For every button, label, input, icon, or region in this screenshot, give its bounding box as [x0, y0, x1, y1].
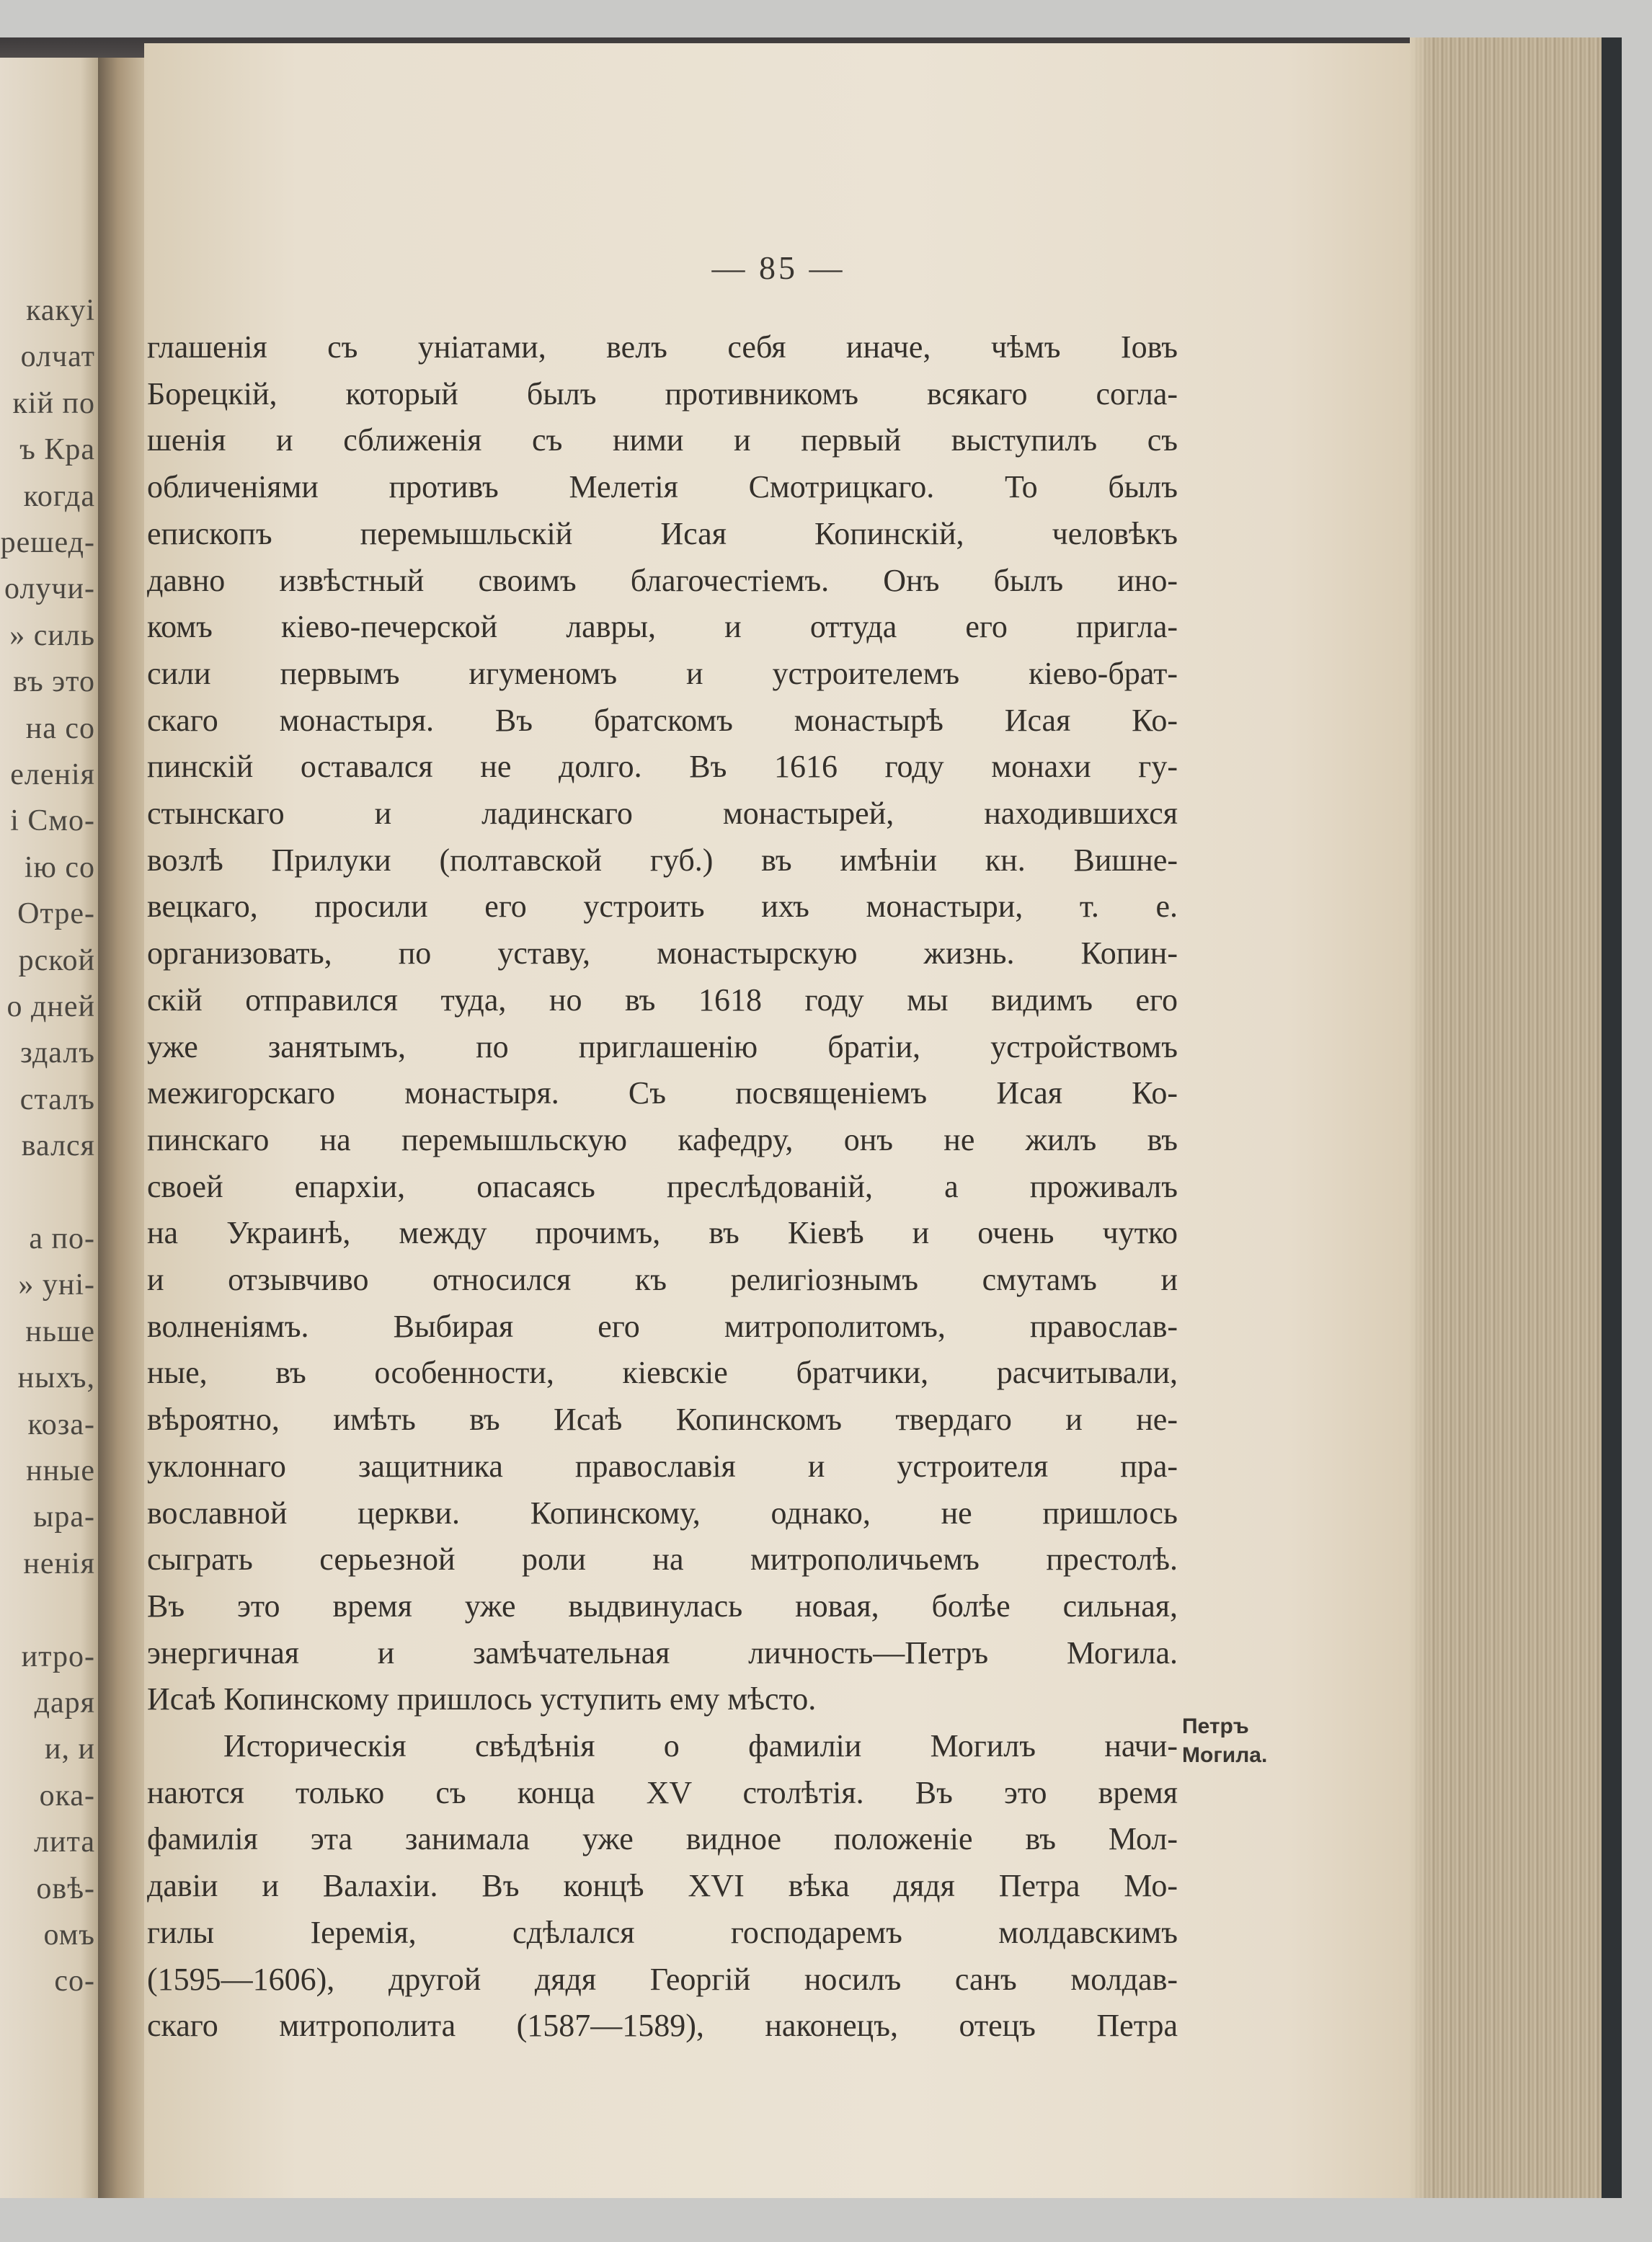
body-line: вославной церкви. Копинскому, однако, не пришлось: [147, 1495, 1178, 1531]
body-line: епископъ перемышльскій Исая Копинскій, человѣкъ: [147, 515, 1178, 551]
left-page-fragment: ъ Кра: [19, 433, 95, 467]
body-line: энергичная и замѣчательная личность—Петръ Могила.: [147, 1634, 1178, 1671]
body-line: Въ это время уже выдвинулась новая, болѣе сильная,: [147, 1588, 1178, 1624]
left-page-fragment: нные: [26, 1454, 95, 1487]
left-page-fragment: ныхъ,: [17, 1361, 95, 1395]
left-page-fragment: Отре-: [17, 897, 95, 931]
left-page-fragment: рской: [18, 943, 95, 977]
body-line: уклоннаго защитника православія и устроителя пра-: [147, 1448, 1178, 1484]
left-page-fragment: овѣ-: [36, 1872, 95, 1905]
left-page-fragment: ыра-: [33, 1500, 95, 1534]
left-page-fragment: со-: [54, 1965, 95, 1998]
body-line: скаго митрополита (1587—1589), наконецъ, отецъ Петра: [147, 2008, 1178, 2044]
left-page-fragment: ньше: [25, 1314, 95, 1348]
body-line: Исаѣ Копинскому пришлось уступить ему мѣсто.: [147, 1681, 817, 1717]
left-page-fragment: когда: [23, 479, 95, 513]
left-page-fragment: омъ: [43, 1918, 95, 1952]
marginal-note-line1: Петръ: [1182, 1714, 1249, 1738]
body-line: давно извѣстный своимъ благочестіемъ. Онъ былъ ино-: [147, 562, 1178, 598]
body-line: на Украинѣ, между прочимъ, въ Кіевѣ и очень чутко: [147, 1215, 1178, 1251]
body-line: обличеніями противъ Мелетія Смотрицкаго. То былъ: [147, 469, 1178, 505]
body-line: фамилія эта занимала уже видное положеніе въ Мол-: [147, 1821, 1178, 1857]
body-line: скій отправился туда, но въ 1618 году мы видимъ его: [147, 982, 1178, 1018]
body-line: организовать, по уставу, монастырскую жизнь. Копин-: [147, 935, 1178, 971]
body-line: пинскаго на перемышльскую кафедру, онъ не жилъ въ: [147, 1121, 1178, 1157]
page-edges: [1410, 37, 1603, 2199]
left-page-fragment: ію со: [24, 850, 95, 884]
right-edge-shadow: [1602, 37, 1622, 2199]
body-line: уже занятымъ, по приглашенію братіи, устройствомъ: [147, 1028, 1178, 1064]
marginal-note: [1182, 1712, 1312, 1770]
body-line: вѣроятно, имѣть въ Исаѣ Копинскомъ твердаго и не-: [147, 1402, 1178, 1438]
body-line: комъ кіево-печерской лавры, и оттуда его пригла-: [147, 609, 1178, 645]
left-page-fragment: коза-: [27, 1407, 95, 1441]
body-line: сыграть серьезной роли на митрополичьемъ престолѣ.: [147, 1542, 1178, 1578]
page-number: — 85 —: [711, 249, 845, 286]
body-line: межигорскаго монастыря. Съ посвященіемъ Исая Ко-: [147, 1075, 1178, 1111]
body-line: (1595—1606), другой дядя Георгій носилъ санъ молдав-: [147, 1961, 1178, 1997]
left-page-fragment: вался: [21, 1129, 95, 1163]
body-line: наются только съ конца XV столѣтія. Въ это время: [147, 1774, 1178, 1810]
left-page-fragment: ока-: [39, 1779, 95, 1812]
left-page-fragment: ненія: [23, 1547, 95, 1580]
body-line: ные, въ особенности, кіевскіе братчики, расчитывали,: [147, 1355, 1178, 1391]
body-line: шенія и сближенія съ ними и первый выступилъ съ: [147, 422, 1178, 458]
left-page-fragment: решед-: [0, 526, 95, 559]
left-page-fragment: лита: [34, 1825, 95, 1859]
left-page-fragment: и, и: [45, 1732, 95, 1766]
body-line: гилы Іеремія, сдѣлался господаремъ молдавскимъ: [147, 1914, 1178, 1950]
left-page-fragment: итро-: [21, 1640, 95, 1673]
left-page-fragment: олучи-: [4, 572, 95, 606]
body-line: вецкаго, просили его устроить ихъ монастыри, т. е.: [147, 889, 1178, 925]
body-line: скаго монастыря. Въ братскомъ монастырѣ Исая Ко-: [147, 702, 1178, 738]
body-line: давіи и Валахіи. Въ концѣ XVI вѣка дядя Петра Мо-: [147, 1868, 1178, 1904]
left-page-fragment: » уні-: [18, 1268, 95, 1302]
left-page-fragment: на со: [25, 711, 95, 745]
left-page-fragment: какуі: [26, 294, 95, 327]
body-line: глашенія съ уніатами, велъ себя иначе, чѣмъ Іовъ: [147, 329, 1178, 365]
left-page-fragment: здалъ: [20, 1036, 95, 1070]
page-gutter: [98, 58, 148, 2198]
left-page-fragment: о дней: [6, 990, 95, 1023]
body-line: пинскій оставался не долго. Въ 1616 году монахи гу-: [147, 749, 1178, 785]
body-line: стынскаго и ладинскаго монастырей, находившихся: [147, 796, 1178, 831]
left-page-fragment: олчат: [20, 340, 95, 374]
body-line: и отзывчиво относился къ религіознымъ смутамъ и: [147, 1262, 1178, 1297]
left-page-fragment: і Смо-: [10, 804, 95, 838]
body-line: Борецкій, который былъ противникомъ всякаго согла-: [147, 375, 1178, 412]
left-page-fragment: еленія: [10, 758, 95, 791]
main-page: [144, 43, 1413, 2198]
body-line: возлѣ Прилуки (полтавской губ.) въ имѣніи кн. Вишне-: [147, 842, 1178, 878]
left-page-fragment: а по-: [29, 1222, 95, 1255]
left-facing-page: [0, 58, 101, 2198]
marginal-note-line2: Могила.: [1182, 1743, 1268, 1767]
body-line: Историческія свѣдѣнія о фамиліи Могилъ начи-: [223, 1728, 1178, 1763]
body-line: сили первымъ игуменомъ и устроителемъ кіево-брат-: [147, 655, 1178, 691]
body-line: своей епархіи, опасаясь преслѣдованій, а проживалъ: [147, 1168, 1178, 1204]
left-page-fragment: въ это: [13, 665, 95, 699]
left-page-fragment: сталъ: [19, 1082, 95, 1116]
left-page-fragment: кій по: [12, 386, 95, 420]
left-page-fragment: » силь: [9, 618, 95, 652]
body-line: волненіямъ. Выбирая его митрополитомъ, православ-: [147, 1308, 1178, 1344]
left-page-fragment: даря: [34, 1686, 95, 1720]
bottom-margin: [0, 2198, 1652, 2242]
